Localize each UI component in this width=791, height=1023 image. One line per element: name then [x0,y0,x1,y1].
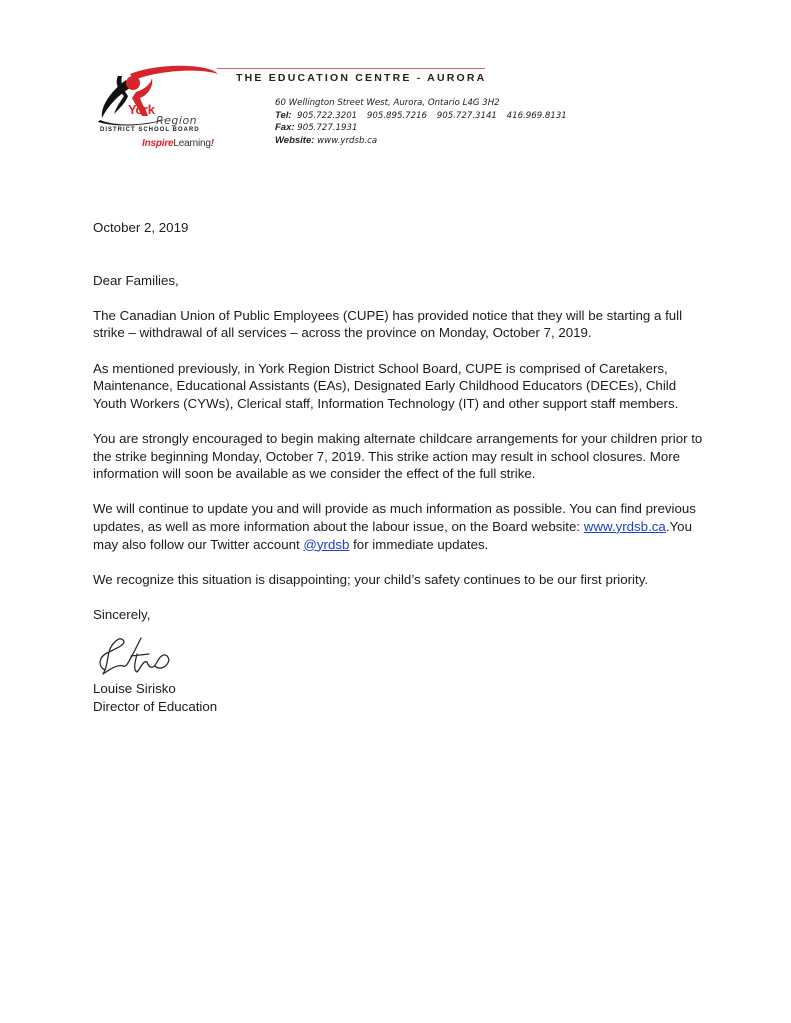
fax-label: Fax: [275,122,295,133]
signatory-name: Louise Sirisko [93,681,176,696]
tagline-inspire: Inspire [142,138,174,149]
website-label: Website: [275,134,315,146]
paragraph-childcare: You are strongly encouraged to begin making alternate childcare arrangements for your children prior to the strike beginning Monday, October 7, 2019. This strike action may result in school closures. More information will soon be available as we consider the effect of the full strike. [93,430,703,482]
updates-text-middle: .You may also follow our Twitter account [93,518,692,552]
tagline-learning: Learning [173,138,211,149]
updates-text-end: for immediate updates. [349,536,489,552]
contact-block [275,97,574,147]
valediction: Sincerely, [93,606,151,622]
website-text: www.yrdsb.ca [317,135,378,146]
address: 60 Wellington Street West, Aurora, Ontario L4G 3H2 [275,98,500,108]
centre-title: THE EDUCATION CENTRE - AURORA [236,72,487,84]
signature-image [93,630,193,680]
fax-number: 905.727.1931 [297,123,358,133]
logo-region-text: Region [156,114,198,127]
website-link[interactable]: www.yrdsb.ca [583,518,666,534]
paragraph-strike-notice: The Canadian Union of Public Employees (CUPE) has provided notice that they will be starting a full strike – withdrawal of all services – across the province on Monday, October 7, 2019. [93,307,683,341]
paragraph-updates [93,500,703,553]
letterhead [0,0,791,160]
tel-number: 416.969.8131 [506,110,567,121]
salutation: Dear Families, [93,272,179,288]
fax-line [275,122,574,135]
paragraph-cupe-members: As mentioned previously, in York Region District School Board, CUPE is comprised of Caretakers, Maintenance, Educational Assistants (EAs), Designated Early Childhood Educators (DECEs), Child Youth Workers (CYWs), Clerical staff, Information Technology (IT) and other support staff members. [93,360,679,411]
yrdsb-logo [90,62,250,154]
logo-tagline [142,138,214,149]
logo-board-text: DISTRICT SCHOOL BOARD [100,127,200,133]
tel-label: Tel: [275,109,292,121]
updates-text: We will continue to update you and will provide as much information as possible. You can find previous updates, as well as more information about the labour issue, on the Board website: [93,501,696,534]
twitter-link[interactable]: @yrdsb [303,536,350,552]
tel-number: 905.727.3141 [436,110,497,121]
website-line [275,135,574,148]
tel-number: 905.895.7216 [366,110,428,121]
letter-body [93,219,703,641]
signature-block [93,680,217,715]
tel-line [275,110,574,123]
tagline-exclamation: ! [210,138,214,149]
paragraph-closing: We recognize this situation is disappointing; your child’s safety continues to be our first priority. [93,571,649,587]
signatory-title: Director of Education [93,698,218,714]
logo-york-text: York [128,102,155,117]
letter-date: October 2, 2019 [93,220,189,235]
handwritten-signature-icon [93,630,193,680]
tel-number: 905.722.3201 [297,110,358,121]
header-rule [217,68,485,69]
